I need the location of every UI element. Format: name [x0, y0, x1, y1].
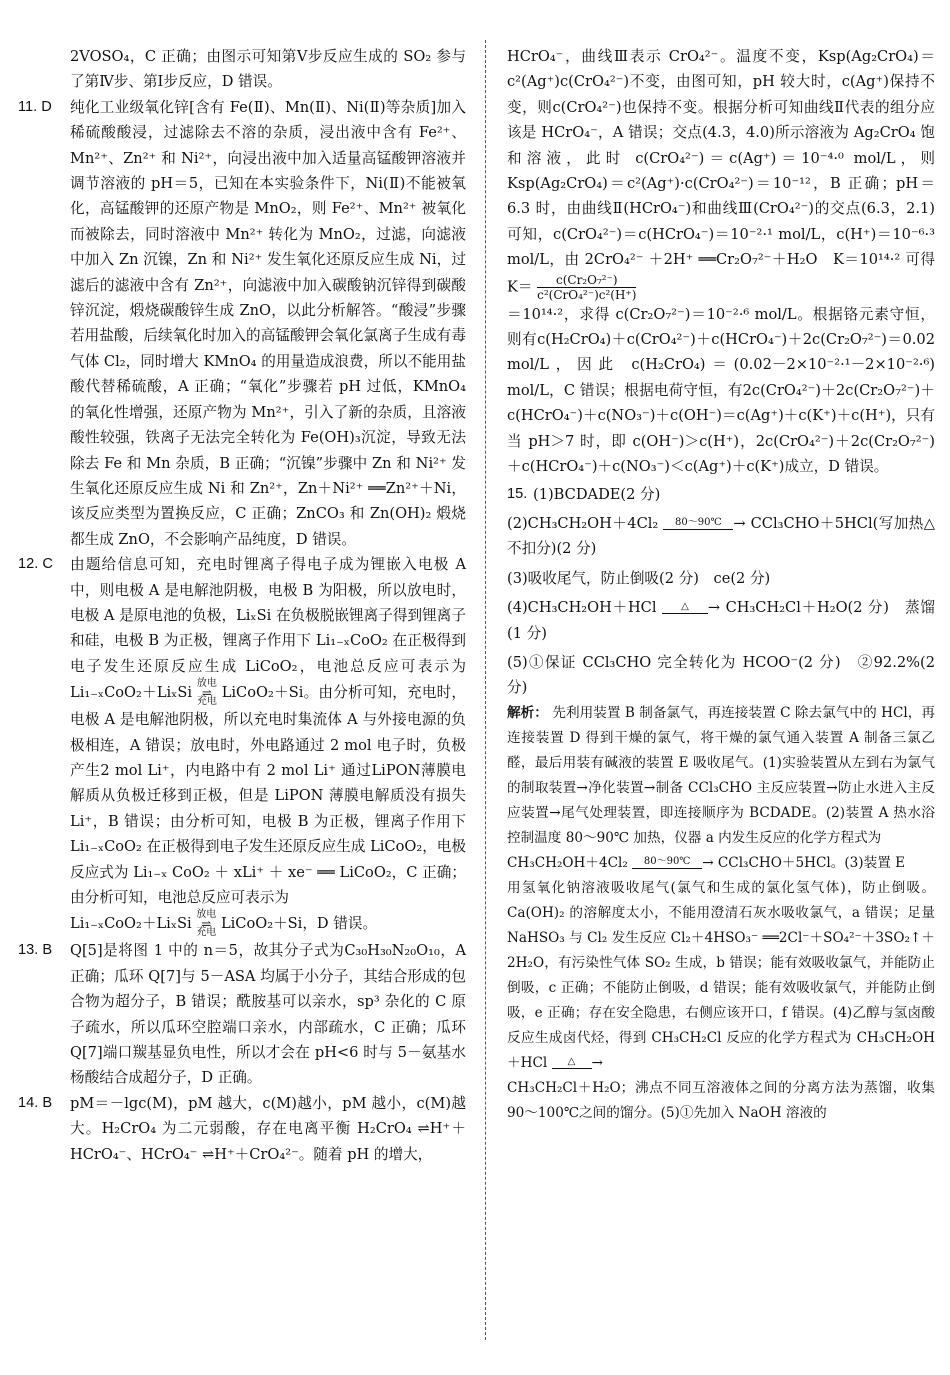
arrow-bottom-label: 充电	[196, 927, 217, 939]
equation-right: CH₃CH₂Cl＋H₂O(2 分) 蒸馏(1 分)	[507, 599, 935, 642]
q12-text-part4: LiCoO₂＋Si，D 错误。	[220, 915, 378, 933]
equation-left: CH₃CH₂OH＋4Cl₂	[507, 854, 628, 871]
question-13	[18, 938, 466, 1090]
q15-answer-1: (1)BCDADE(2 分)	[533, 485, 661, 503]
reversible-arrow	[197, 679, 217, 707]
reaction-arrow	[632, 857, 702, 869]
explanation-text-2-body: 用氢氧化钠溶液吸收尾气(氯气和生成的氯化氢气体)，防止倒吸。Ca(OH)₂ 的溶解度太小，不能用澄清石灰水吸收氯气，a 错误；足量 NaHSO₃ 与 Cl₂ 发生反应 Cl₂＋4HSO₃⁻ ══2Cl⁻＋SO₄²⁻＋3SO₂↑＋2H₂O，有污染性气体 SO₂ 生成，b 错误；能有效吸收氯气，并能防止倒吸，c 正确；不能防止倒吸，d 错误；能有效吸收氯气，并能防止倒吸，e 正确；存在安全隐患，右侧应该开口，f 错误。(4)乙醇与氢卤酸反应生成卤代烃，得到 CH₃CH₂Cl 反应的化学方程式为 CH₃CH₂OH＋HCl	[507, 879, 935, 1071]
question-12-text	[70, 552, 466, 910]
q15-answer-5: (5)①保证 CCl₃CHO 完全转化为 HCOO⁻(2 分) ②92.2%(2 分)	[507, 653, 935, 697]
equation-left: (4)CH₃CH₂OH＋HCl	[507, 599, 657, 617]
arrow-head: →	[702, 854, 714, 871]
intro-paragraph: 2VOSO₄，C 正确；由图示可知第Ⅴ步反应生成的 SO₂ 参与了第Ⅳ步、第Ⅰ步反应，D 错误。	[70, 48, 466, 91]
reaction-arrow	[663, 518, 733, 530]
explanation-text-1: 先利用装置 B 制备氯气，再连接装置 C 除去氯气中的 HCl，再连接装置 D 得到干燥的氯气，将干燥的氯气通入装置 A 制备三氯乙醛，最后用装有碱液的装置 E 吸收尾气。(1)实验装置从左到右为氯气的制取装置→净化装置→制备 CCl₃CHO 主反应装置→防止水进入主反应装置→尾气处理装置，即连接顺序为 BCDADE。(2)装置 A 热水浴控制温度 80～90℃ 加热，仪器 a 内发生反应的化学方程式为	[507, 704, 935, 846]
explanation-equation	[507, 851, 935, 876]
reaction-arrow	[552, 1057, 592, 1069]
explanation-text-3: CH₃CH₂Cl＋H₂O；沸点不同互溶液体之间的分离方法为蒸馏，收集 90～100℃之间的馏分。(5)①先加入 NaOH 溶液的	[507, 1079, 935, 1121]
reaction-condition: △	[567, 1056, 576, 1068]
question-11	[18, 95, 466, 552]
q15-answer-3: (3)吸收尾气，防止倒吸(2 分) ce(2 分)	[507, 569, 771, 587]
q12-text-part3: Li₁₋ₓCoO₂＋LiₓSi	[70, 915, 192, 933]
q15-answer-2	[507, 511, 935, 562]
arrow-line	[632, 868, 702, 869]
arrow-head: →	[707, 599, 721, 617]
column-divider	[485, 40, 486, 1340]
fraction-denominator: c²(CrO₄²⁻)c²(H⁺)	[537, 287, 637, 302]
arrow-line	[552, 1068, 592, 1069]
arrow-top-label: 放电	[196, 678, 217, 690]
left-column	[18, 44, 466, 1167]
arrow-bottom-label: 充电	[196, 696, 217, 708]
question-12	[18, 552, 466, 938]
question-number: 11. D	[18, 98, 52, 115]
question-15	[507, 482, 935, 507]
arrow-glyph: ⇌	[201, 686, 212, 701]
explanation-text-2	[507, 876, 935, 1076]
question-14	[18, 1091, 466, 1167]
explanation-label: 解析：	[507, 704, 548, 721]
arrow-glyph: ⇌	[201, 917, 212, 932]
question-14-text: pM＝－lgc(M)，pM 越大，c(M)越小，pM 越小，c(M)越大。H₂CrO₄ 为二元弱酸，存在电离平衡 H₂CrO₄ ⇌H⁺＋HCrO₄⁻、HCrO₄⁻ ⇌H⁺＋CrO₄²⁻。随着 pH 的增大，	[70, 1094, 466, 1163]
arrow-top-label: 放电	[196, 909, 217, 921]
reaction-condition: 80～90℃	[643, 856, 691, 868]
equation-right: CCl₃CHO＋5HCl。(3)装置 E	[717, 854, 906, 871]
right-column	[507, 44, 935, 1126]
question-number: 12. C	[18, 556, 53, 573]
q14-cont-text: HCrO₄⁻，曲线Ⅲ表示 CrO₄²⁻。温度不变，Ksp(Ag₂CrO₄)＝c²(Ag⁺)c(CrO₄²⁻)不变，由图可知，pH 较大时，c(Ag⁺)保持不变，则c(CrO₄²⁻)也保持不变。根据分析可知曲线Ⅱ代表的组分应该是 HCrO₄⁻，A 错误；交点(4.3，4.0)所示溶液为 Ag₂CrO₄ 饱和溶液，此时 c(CrO₄²⁻)＝c(Ag⁺)＝10⁻⁴·⁰ mol/L，则 Ksp(Ag₂CrO₄)＝c²(Ag⁺)·c(CrO₄²⁻)＝10⁻¹²，B 正确；pH＝6.3 时，由曲线Ⅱ(HCrO₄⁻)和曲线Ⅲ(CrO₄²⁻)的交点(6.3，2.1)可知，c(CrO₄²⁻)＝c(HCrO₄⁻)＝10⁻²·¹ mol/L，c(H⁺)＝10⁻⁶·³ mol/L，由 2CrO₄²⁻ ＋2H⁺ ══Cr₂O₇²⁻＋H₂O K＝10¹⁴·² 可得 K＝	[507, 48, 935, 296]
question-number: 13. B	[18, 942, 53, 959]
question-number: 15.	[507, 485, 528, 502]
reaction-condition: 80～90℃	[675, 516, 722, 528]
arrow-line	[663, 529, 733, 530]
arrow-head: →	[733, 514, 746, 532]
question-13-text: Q[5]是将图 1 中的 n＝5，故其分子式为C₃₀H₃₀N₂₀O₁₀，A 正确；瓜环 Q[7]与 5－ASA 均属于小分子，其结合形成的包合物为超分子，B 错误；酰胺基可以亲水，sp³ 杂化的 C 原子疏水，所以瓜环空腔端口亲水，内部疏水，C 正确；瓜环 Q[7]端口羰基显负电性，所以才会在 pH<6 时与 5－氨基水杨酸结合成超分子，D 正确。	[70, 942, 466, 1087]
equation-left: (2)CH₃CH₂OH＋4Cl₂	[507, 514, 659, 532]
question-11-text: 纯化工业级氧化锌[含有 Fe(Ⅱ)、Mn(Ⅱ)、Ni(Ⅱ)等杂质]加入稀硫酸酸浸，过滤除去不溶的杂质，浸出液中含有 Fe²⁺、Mn²⁺、Zn²⁺ 和 Ni²⁺，向浸出液中加入适量高锰酸钾溶液并调节溶液的 pH＝5，已知在本实验条件下，Ni(Ⅱ)不能被氧化，高锰酸钾的还原产物是 MnO₂，则 Fe²⁺、Mn²⁺ 被氧化而被除去，同时溶液中 Mn²⁺ 转化为 MnO₂，过滤，向滤液中加入 Zn 沉镍，Zn 和 Ni²⁺ 发生氧化还原反应生成 Ni，过滤后的滤液中含有 Zn²⁺，向滤液中加入碳酸钠沉锌得到碳酸锌沉淀，煅烧碳酸锌生成 ZnO，以此分析解答。“酸浸”步骤若用盐酸，后续氧化时加入的高锰酸钾会氧化氯离子生成有毒气体 Cl₂，同时增大 KMnO₄ 的用量造成浪费，所以不能用盐酸代替稀硫酸，A 正确；“氧化”步骤若 pH 过低，KMnO₄ 的氧化性增强，还原产物为 Mn²⁺，引入了新的杂质，且溶液酸性较强，铁离子无法完全转化为 Fe(OH)₃沉淀，导致无法除去 Fe 和 Mn 杂质，B 正确；“沉镍”步骤中 Zn 和 Ni²⁺ 发生氧化还原反应生成 Ni 和 Zn²⁺，Zn＋Ni²⁺ ══Zn²⁺＋Ni，该反应类型为置换反应，C 正确；ZnCO₃ 和 Zn(OH)₂ 煅烧都生成 ZnO，不会影响产品纯度，D 错误。	[70, 98, 466, 548]
q14-continued-2: ＝10¹⁴·²，求得 c(Cr₂O₇²⁻)＝10⁻²·⁶ mol/L。根据铬元素守恒，则有c(H₂CrO₄)＋c(CrO₄²⁻)＋c(HCrO₄⁻)＋2c(Cr₂O₇²⁻)＝0.02 mol/L，因此 c(H₂CrO₄)＝(0.02－2×10⁻²·¹－2×10⁻²·⁶) mol/L，C 错误；根据电荷守恒，有2c(CrO₄²⁻)＋2c(Cr₂O₇²⁻)＋c(HCrO₄⁻)＋c(NO₃⁻)＋c(OH⁻)＝c(Ag⁺)＋c(K⁺)＋c(H⁺)，只有当 pH＞7 时，即 c(OH⁻)＞c(H⁺)，2c(CrO₄²⁻)＋2c(Cr₂O₇²⁻)＋c(HCrO₄⁻)＋c(NO₃⁻)＜c(Ag⁺)＋c(K⁺)成立，D 错误。	[507, 305, 935, 476]
reaction-arrow	[662, 602, 708, 614]
q12-text-part2: LiCoO₂＋Si。由分析可知，充电时，电极 A 是电解池阴极，所以充电时集流体 A 与外接电源的负极相连，A 错误；放电时，外电路通过 2 mol 电子时，负极产生2 mol Li⁺，内电路中有 2 mol Li⁺ 通过LiPON薄膜电解质从负极迁移到正极，但是 LiPON 薄膜电解质没有损失 Li⁺，B 错误；由分析可知，电极 B 为正极，锂离子作用下 Li₁₋ₓCoO₂ 在正极得到电子发生还原反应生成 LiCoO₂，电极反应式为 Li₁₋ₓ CoO₂ ＋ xLi⁺ ＋ xe⁻ ══ LiCoO₂，C 正确；由分析可知，电池总反应可表示为	[70, 684, 467, 906]
reaction-condition: △	[681, 601, 689, 613]
fraction-numerator: c(Cr₂O₇²⁻)	[537, 273, 636, 288]
q15-explanation	[507, 701, 935, 851]
equilibrium-fraction	[537, 273, 636, 302]
arrow-head: →	[591, 1054, 603, 1071]
equation-right: CCl₃CHO＋5HCl(写加热△不扣分)(2 分)	[507, 514, 935, 558]
q15-answer-4	[507, 595, 935, 646]
q14-continued	[507, 44, 935, 302]
question-12-text-end	[70, 910, 466, 938]
q12-text-part1: 由题给信息可知，充电时锂离子得电子成为锂嵌入电极 A 中，则电极 A 是电解池阴极，电极 B 为阳极，所以放电时，电极 A 是原电池的负极，LiₓSi 在负极脱嵌锂离子得到锂离子和硅，电极 B 为正极，锂离子作用下 Li₁₋ₓCoO₂ 在正极得到电子发生还原反应生成 LiCoO₂，电池总反应可表示为 Li₁₋ₓCoO₂＋LiₓSi	[70, 556, 466, 702]
reversible-arrow	[196, 910, 216, 938]
question-number: 14. B	[18, 1094, 53, 1111]
arrow-line	[662, 613, 708, 614]
